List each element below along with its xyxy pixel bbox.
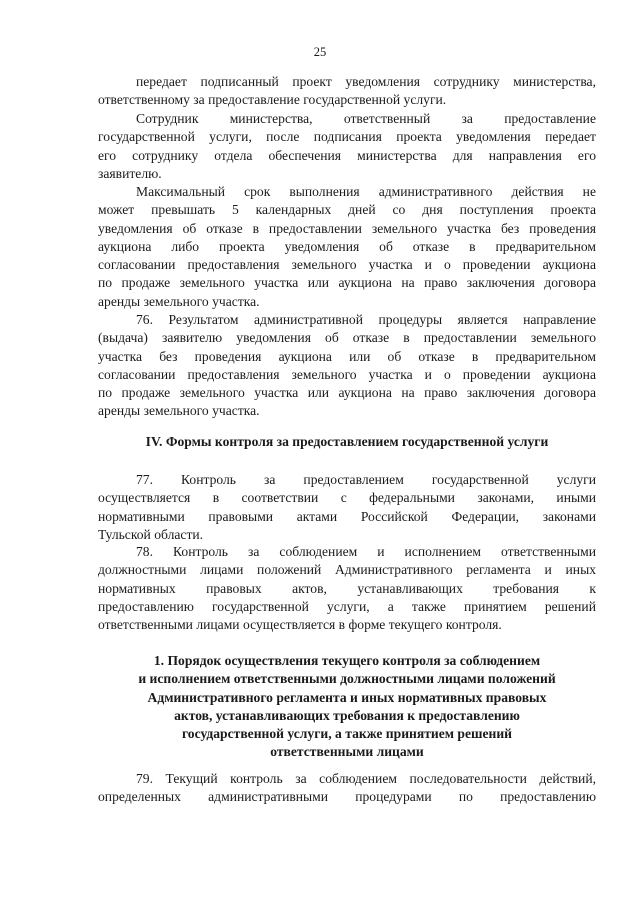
para-76 (98, 311, 596, 421)
text-line: 77. Контроль за предоставлением государственной услуги (136, 472, 596, 487)
text-line: согласовании предоставления земельного участка и о проведении аукциона (98, 366, 596, 382)
para-transfer-project (98, 73, 596, 110)
subsection-heading (98, 652, 596, 762)
text-line: предоставлению государственной услуги, а также принятием решений (98, 598, 596, 614)
heading-line: и исполнением ответственными должностными лицами положений (138, 671, 556, 687)
text-line: (выдача) заявителю уведомления об отказе в предоставлении земельного (98, 330, 596, 346)
para-max-term (98, 183, 596, 311)
text-line: аукциона либо проекта уведомления об отказе в предварительном (98, 238, 596, 254)
text-line: его сотруднику отдела обеспечения министерства для направления его (98, 147, 596, 163)
paragraph (98, 311, 596, 421)
heading-line: ответственными лицами (270, 744, 424, 760)
text-line: 79. Текущий контроль за соблюдением последовательности действий, (136, 771, 596, 786)
text-line: по продаже земельного участка или аукциона на право заключения договора (98, 385, 596, 401)
text-line: нормативными правовыми актами Российской Федерации, законами (98, 508, 596, 524)
paragraph (98, 770, 596, 807)
page-number: 25 (313, 45, 327, 59)
text-line: определенных административными процедурами по предоставлению (98, 789, 596, 805)
heading-line: 1. Порядок осуществления текущего контроля за соблюдением (153, 653, 541, 668)
text-line: ответственными лицами осуществляется в форме текущего контроля. (98, 617, 502, 633)
text-line: Сотрудник министерства, ответственный за предоставление (136, 111, 596, 126)
text-line: осуществляется в соответствии с федеральными законами, иными (98, 490, 596, 506)
para-78 (98, 543, 596, 634)
text-line: 76. Результатом административной процедуры является направление (136, 312, 596, 327)
para-employee (98, 110, 596, 183)
text-line: нормативных правовых актов, устанавливающих требования к (98, 580, 596, 596)
para-77 (98, 471, 596, 544)
text-line: Тульской области. (98, 526, 204, 542)
paragraph (98, 543, 596, 634)
text-line: может превышать 5 календарных дней со дня поступления проекта (98, 202, 596, 218)
heading-line: актов, устанавливающих требования к предоставлению (174, 707, 520, 723)
text-line: должностными лицами положений Административного регламента и иных (98, 562, 596, 578)
text-line: уведомления об отказе в предоставлении земельного участка без проведения (98, 220, 596, 236)
section-heading-iv (98, 433, 596, 451)
text-line: согласовании предоставления земельного участка и о проведении аукциона (98, 257, 596, 273)
text-line: заявителю. (98, 165, 162, 181)
para-79 (98, 770, 596, 807)
text-line: 78. Контроль за соблюдением и исполнением ответственными (136, 544, 596, 559)
subsection-heading-1 (98, 652, 596, 762)
text-line: ответственному за предоставление государственной услуги. (98, 92, 447, 108)
text-line: аренды земельного участка. (98, 403, 260, 419)
heading-line: государственной услуги, а также принятием решений (181, 726, 513, 742)
heading-line: IV. Формы контроля за предоставлением государственной услуги (145, 434, 549, 449)
section-heading (98, 433, 596, 451)
text-line: государственной услуги, после подписания проекта уведомления передает (98, 129, 596, 145)
paragraph (98, 73, 596, 110)
text-line: аренды земельного участка. (98, 293, 260, 309)
text-line: передает подписанный проект уведомления сотруднику министерства, (136, 74, 596, 89)
paragraph (98, 471, 596, 544)
heading-line: Административного регламента и иных нормативных правовых (147, 689, 547, 705)
text-line: участка без проведения аукциона или об отказе в предварительном (98, 348, 596, 364)
text-line: по продаже земельного участка или аукциона на право заключения договора (98, 275, 596, 291)
paragraph (98, 183, 596, 311)
paragraph (98, 110, 596, 183)
text-line: Максимальный срок выполнения административного действия не (136, 184, 596, 199)
